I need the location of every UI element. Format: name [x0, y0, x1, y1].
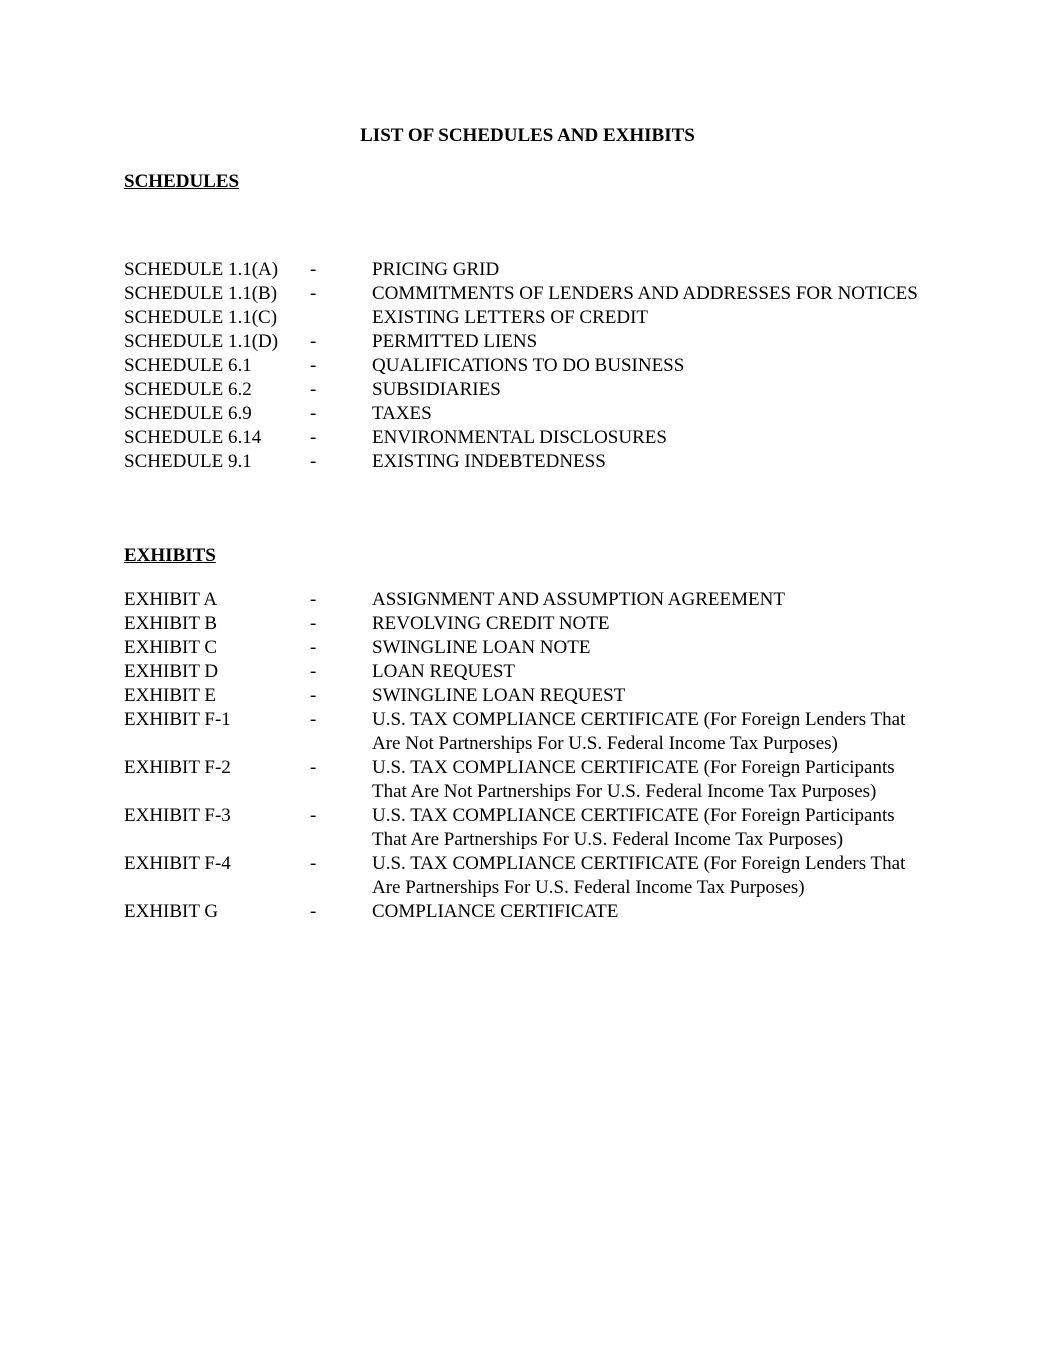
separator-dash: -	[310, 283, 317, 304]
separator-dash: -	[310, 613, 317, 634]
schedule-description: COMMITMENTS OF LENDERS AND ADDRESSES FOR NOTICES	[372, 283, 918, 304]
schedule-code: SCHEDULE 6.9	[124, 403, 252, 424]
exhibit-code: EXHIBIT F-2	[124, 757, 231, 778]
schedule-row	[124, 282, 934, 306]
schedule-code: SCHEDULE 6.14	[124, 427, 262, 448]
schedule-code: SCHEDULE 6.1	[124, 355, 252, 376]
exhibit-code: EXHIBIT F-4	[124, 853, 231, 874]
separator-dash: -	[310, 259, 317, 280]
exhibit-description: SWINGLINE LOAN REQUEST	[372, 685, 626, 706]
separator-dash: -	[310, 901, 317, 922]
separator-dash: -	[310, 685, 317, 706]
exhibit-row	[124, 684, 934, 708]
document-title: LIST OF SCHEDULES AND EXHIBITS	[360, 125, 695, 146]
schedule-description: PRICING GRID	[372, 259, 500, 280]
schedule-description: EXISTING LETTERS OF CREDIT	[372, 307, 649, 328]
separator-dash: -	[310, 757, 317, 778]
exhibit-description: U.S. TAX COMPLIANCE CERTIFICATE (For Foreign Participants That Are Partnerships For U.S. Federal Income Tax Purposes)	[372, 805, 895, 850]
exhibit-row	[124, 900, 934, 924]
schedule-row	[124, 402, 934, 426]
exhibit-row	[124, 852, 934, 900]
exhibit-code: EXHIBIT D	[124, 661, 219, 682]
exhibit-description: SWINGLINE LOAN NOTE	[372, 637, 591, 658]
exhibit-description: ASSIGNMENT AND ASSUMPTION AGREEMENT	[372, 589, 785, 610]
exhibit-row	[124, 588, 934, 612]
separator-dash: -	[310, 853, 317, 874]
exhibit-code: EXHIBIT B	[124, 613, 218, 634]
schedule-row	[124, 378, 934, 402]
exhibit-row	[124, 660, 934, 684]
exhibit-description: U.S. TAX COMPLIANCE CERTIFICATE (For Foreign Lenders That Are Partnerships For U.S. Federal Income Tax Purposes)	[372, 853, 906, 898]
exhibit-row	[124, 636, 934, 660]
separator-dash: -	[310, 805, 317, 826]
exhibit-row	[124, 804, 934, 852]
schedules-heading: SCHEDULES	[124, 171, 240, 192]
exhibit-row	[124, 756, 934, 804]
schedule-row	[124, 426, 934, 450]
separator-dash: -	[310, 427, 317, 448]
exhibit-description: LOAN REQUEST	[372, 661, 516, 682]
separator-dash: -	[310, 379, 317, 400]
schedule-row	[124, 306, 934, 330]
exhibit-description: REVOLVING CREDIT NOTE	[372, 613, 610, 634]
exhibit-code: EXHIBIT G	[124, 901, 219, 922]
separator-dash: -	[310, 403, 317, 424]
schedule-code: SCHEDULE 6.2	[124, 379, 252, 400]
exhibit-row	[124, 708, 934, 756]
schedule-row	[124, 330, 934, 354]
exhibit-description: COMPLIANCE CERTIFICATE	[372, 901, 619, 922]
exhibit-code: EXHIBIT C	[124, 637, 218, 658]
schedule-code: SCHEDULE 1.1(C)	[124, 307, 278, 328]
separator-dash: -	[310, 451, 317, 472]
schedule-description: ENVIRONMENTAL DISCLOSURES	[372, 427, 667, 448]
schedule-row	[124, 450, 934, 474]
separator-dash: -	[310, 331, 317, 352]
exhibits-heading: EXHIBITS	[124, 545, 216, 566]
exhibit-code: EXHIBIT F-3	[124, 805, 231, 826]
exhibit-row	[124, 612, 934, 636]
schedule-description: SUBSIDIARIES	[372, 379, 501, 400]
schedule-row	[124, 258, 934, 282]
separator-dash: -	[310, 661, 317, 682]
schedule-code: SCHEDULE 9.1	[124, 451, 252, 472]
schedule-description: QUALIFICATIONS TO DO BUSINESS	[372, 355, 685, 376]
exhibit-description: U.S. TAX COMPLIANCE CERTIFICATE (For Foreign Participants That Are Not Partnerships For U.S. Federal Income Tax Purposes)	[372, 757, 895, 802]
schedule-description: TAXES	[372, 403, 432, 424]
separator-dash: -	[310, 637, 317, 658]
exhibit-description: U.S. TAX COMPLIANCE CERTIFICATE (For Foreign Lenders That Are Not Partnerships For U.S. Federal Income Tax Purposes)	[372, 709, 906, 754]
exhibit-code: EXHIBIT E	[124, 685, 216, 706]
schedules-list	[124, 258, 934, 474]
exhibit-code: EXHIBIT A	[124, 589, 218, 610]
exhibit-code: EXHIBIT F-1	[124, 709, 231, 730]
exhibits-list	[124, 588, 934, 924]
schedule-row	[124, 354, 934, 378]
schedule-code: SCHEDULE 1.1(B)	[124, 283, 278, 304]
separator-dash: -	[310, 355, 317, 376]
schedule-code: SCHEDULE 1.1(D)	[124, 331, 279, 352]
schedule-code: SCHEDULE 1.1(A)	[124, 259, 279, 280]
schedule-description: EXISTING INDEBTEDNESS	[372, 451, 606, 472]
separator-dash: -	[310, 709, 317, 730]
schedule-description: PERMITTED LIENS	[372, 331, 538, 352]
separator-dash: -	[310, 589, 317, 610]
